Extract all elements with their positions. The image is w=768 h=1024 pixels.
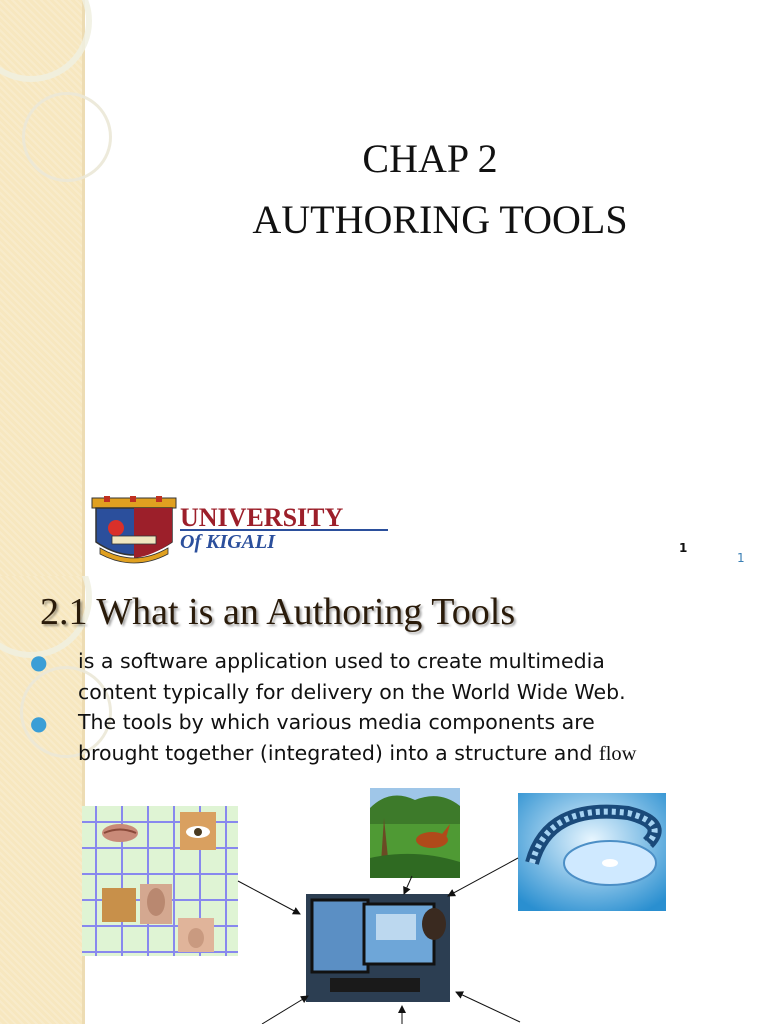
decorative-circle [22,92,112,182]
content-slide [0,576,768,1024]
chapter-subtitle: AUTHORING TOOLS [252,197,628,242]
page-number: 1 [737,551,745,565]
left-decorative-stripe [0,0,84,576]
university-logo [90,496,390,566]
university-crest-icon [92,496,176,563]
bullet-dot-icon: ● [30,711,48,735]
page-number-bold: 1 [679,541,688,555]
svg-text:Of KIGALI: Of KIGALI [180,531,276,553]
bullet-text: The tools by which various media components are brought together (integrated) into a structure and flow [78,710,637,765]
svg-text:UNIVERSITY: UNIVERSITY [180,503,344,532]
slide-heading: 2.1 What is an Authoring Tools [40,591,516,633]
chapter-title: CHAP 2 [362,136,498,181]
bullet-dot-icon: ● [30,650,48,674]
connection-arrows [0,576,768,1024]
bullet-text: is a software application used to create multimedia content typically for delivery on the World Wide Web. [78,649,626,704]
